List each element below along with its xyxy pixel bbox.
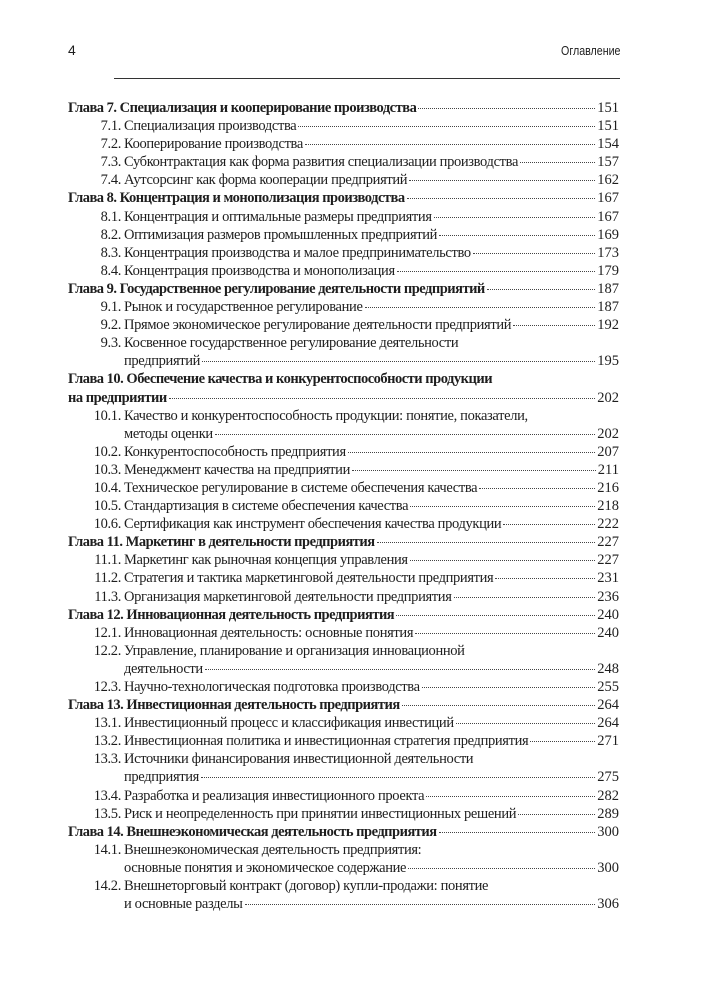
entry-title-continuation: предприятий: [124, 353, 201, 370]
entry-title: Глава 11. Маркетинг в деятельности предприятия: [68, 534, 375, 551]
section-number: 12.2.: [93, 642, 121, 659]
entry-title: Оптимизация размеров промышленных предприятий: [124, 226, 438, 243]
toc-entry-continuation[interactable]: [68, 389, 619, 407]
section-number: 10.5.: [93, 498, 121, 515]
running-title: Оглавление: [560, 43, 620, 58]
section-number: 11.2.: [94, 570, 121, 587]
toc-section-entry[interactable]: [68, 461, 619, 479]
section-number: 10.4.: [93, 479, 121, 496]
dot-leader: [215, 434, 595, 435]
toc-section-entry[interactable]: [68, 551, 619, 569]
dot-leader: [245, 904, 596, 905]
entry-title-continuation: на предприятии: [68, 389, 167, 406]
dot-leader: [418, 108, 595, 109]
entry-title: Глава 7. Специализация и кооперирование производства: [68, 100, 417, 116]
entry-page-number: 282: [597, 787, 619, 804]
toc-section-entry[interactable]: [68, 787, 619, 805]
entry-page-number: 227: [597, 552, 619, 569]
dot-leader: [402, 705, 596, 706]
entry-page-number: 167: [597, 190, 619, 207]
toc-section-entry[interactable]: [68, 407, 619, 425]
toc-section-entry[interactable]: [68, 244, 619, 262]
dot-leader: [518, 814, 595, 815]
entry-page-number: 227: [597, 534, 619, 551]
entry-page-number: 207: [597, 443, 619, 460]
dot-leader: [426, 796, 595, 797]
dot-leader: [487, 289, 595, 290]
entry-title: Концентрация и оптимальные размеры предприятия: [124, 208, 432, 225]
entry-page-number: 222: [597, 516, 619, 533]
entry-title: Концентрация производства и монополизация: [124, 262, 395, 279]
entry-title: Рынок и государственное регулирование: [124, 299, 363, 316]
section-number: 10.2.: [93, 443, 121, 460]
section-number: 8.1.: [100, 208, 121, 225]
toc-section-entry[interactable]: [68, 334, 619, 352]
dot-leader: [201, 777, 595, 778]
entry-title: Техническое регулирование в системе обеспечения качества: [124, 479, 478, 496]
toc-section-entry[interactable]: [68, 642, 619, 660]
toc-section-entry[interactable]: [68, 569, 619, 587]
page-number: 4: [68, 42, 76, 58]
entry-title: Внешнеторговый контракт (договор) купли-продажи: понятие: [124, 878, 489, 895]
dot-leader: [513, 325, 595, 326]
section-number: 11.1.: [94, 552, 121, 569]
toc-section-entry[interactable]: [68, 515, 619, 533]
entry-page-number: 154: [597, 136, 619, 153]
section-number: 7.3.: [100, 154, 121, 171]
entry-title: Научно-технологическая подготовка производства: [124, 679, 420, 695]
dot-leader: [520, 162, 595, 163]
dot-leader: [377, 542, 596, 543]
section-number: 8.2.: [100, 226, 121, 243]
section-number: 14.2.: [93, 878, 121, 895]
entry-title: Конкурентоспособность предприятия: [124, 443, 346, 460]
entry-title-continuation: основные понятия и экономическое содержание: [124, 859, 407, 876]
toc-entry-continuation[interactable]: [68, 768, 619, 786]
dot-leader: [456, 723, 595, 724]
toc-entry-continuation[interactable]: [68, 895, 619, 913]
entry-title: Инвестиционная политика и инвестиционная стратегия предприятия: [124, 733, 529, 750]
entry-page-number: 187: [597, 299, 619, 316]
toc-section-entry[interactable]: [68, 732, 619, 750]
entry-page-number: 240: [597, 606, 619, 623]
entry-page-number: 195: [597, 353, 619, 370]
entry-page-number: 218: [597, 498, 619, 515]
entry-page-number: 306: [597, 896, 619, 913]
toc-section-entry[interactable]: [68, 316, 619, 334]
toc-section-entry[interactable]: [68, 135, 619, 153]
dot-leader: [422, 687, 596, 688]
entry-page-number: 255: [597, 679, 619, 695]
toc-entry-continuation[interactable]: [68, 660, 619, 678]
entry-page-number: 231: [597, 570, 619, 587]
toc-entry-continuation[interactable]: [68, 859, 619, 877]
entry-page-number: 173: [597, 244, 619, 261]
entry-page-number: 192: [597, 317, 619, 334]
toc-entry-continuation[interactable]: [68, 425, 619, 443]
entry-title: Риск и неопределенность при принятии инвестиционных решений: [124, 805, 517, 822]
dot-leader: [202, 361, 595, 362]
entry-title: Глава 9. Государственное регулирование деятельности предприятий: [68, 280, 485, 297]
dot-leader: [409, 180, 595, 181]
entry-title: Инновационная деятельность: основные понятия: [124, 624, 414, 641]
entry-title-continuation: предприятия: [124, 769, 199, 786]
dot-leader: [473, 253, 595, 254]
entry-title: Менеджмент качества на предприятии: [124, 461, 350, 478]
dot-leader: [479, 488, 595, 489]
toc-chapter-entry[interactable]: [68, 189, 619, 207]
entry-title: Инвестиционный процесс и классификация инвестиций: [124, 715, 454, 732]
entry-title: Глава 13. Инвестиционная деятельность предприятия: [68, 697, 400, 714]
dot-leader: [454, 597, 596, 598]
section-number: 12.1.: [93, 624, 121, 641]
section-number: 12.3.: [93, 679, 121, 695]
toc-chapter-entry[interactable]: [68, 533, 619, 551]
section-number: 10.3.: [93, 461, 121, 478]
entry-title: Источники финансирования инвестиционной деятельности: [124, 751, 474, 768]
section-number: 13.5.: [93, 805, 121, 822]
dot-leader: [169, 398, 596, 399]
entry-page-number: 202: [597, 389, 619, 406]
entry-title: Кооперирование производства: [124, 136, 303, 153]
entry-title-continuation: деятельности: [124, 660, 203, 677]
entry-title: Субконтрактация как форма развития специализации производства: [124, 154, 519, 171]
toc-section-entry[interactable]: [68, 153, 619, 171]
entry-page-number: 264: [597, 715, 619, 732]
entry-page-number: 157: [597, 154, 619, 171]
entry-title: Глава 12. Инновационная деятельность предприятия: [68, 606, 395, 623]
section-number: 7.2.: [100, 136, 121, 153]
entry-title: Разработка и реализация инвестиционного проекта: [124, 787, 425, 804]
entry-title: Стандартизация в системе обеспечения качества: [124, 498, 409, 515]
dot-leader: [205, 669, 595, 670]
entry-page-number: 216: [597, 479, 619, 496]
toc-section-entry[interactable]: [68, 624, 619, 642]
toc-section-entry[interactable]: [68, 588, 619, 606]
dot-leader: [503, 524, 595, 525]
toc-chapter-entry[interactable]: [68, 370, 619, 388]
toc-chapter-entry[interactable]: [68, 606, 619, 624]
toc-entry-continuation[interactable]: [68, 352, 619, 370]
toc-section-entry[interactable]: [68, 841, 619, 859]
entry-page-number: 151: [597, 100, 619, 116]
toc-section-entry[interactable]: [68, 714, 619, 732]
entry-title-continuation: методы оценки: [124, 425, 213, 442]
entry-page-number: 300: [597, 859, 619, 876]
entry-page-number: 179: [597, 262, 619, 279]
entry-title: Стратегия и тактика маркетинговой деятельности предприятия: [124, 570, 494, 587]
entry-page-number: 236: [597, 588, 619, 605]
section-number: 8.3.: [100, 244, 121, 261]
toc-section-entry[interactable]: [68, 298, 619, 316]
section-number: 10.6.: [93, 516, 121, 533]
entry-page-number: 167: [597, 208, 619, 225]
toc-section-entry[interactable]: [68, 226, 619, 244]
dot-leader: [348, 452, 595, 453]
entry-title: Организация маркетинговой деятельности предприятия: [124, 588, 452, 605]
dot-leader: [495, 578, 595, 579]
dot-leader: [397, 271, 595, 272]
entry-title: Концентрация производства и малое предпринимательство: [124, 244, 471, 261]
section-number: 13.1.: [93, 715, 121, 732]
entry-title: Косвенное государственное регулирование деятельности: [124, 335, 459, 352]
dot-leader: [439, 235, 595, 236]
toc-chapter-entry[interactable]: [68, 696, 619, 714]
entry-title: Качество и конкурентоспособность продукции: понятие, показатели,: [124, 407, 528, 424]
entry-page-number: 169: [597, 226, 619, 243]
dot-leader: [305, 144, 595, 145]
entry-title: Прямое экономическое регулирование деятельности предприятий: [124, 317, 512, 334]
dot-leader: [365, 307, 596, 308]
toc-chapter-entry[interactable]: [68, 99, 619, 117]
section-number: 14.1.: [93, 841, 121, 858]
entry-page-number: 211: [597, 461, 619, 478]
entry-title: Глава 8. Концентрация и монополизация производства: [68, 190, 405, 207]
toc-section-entry[interactable]: [68, 479, 619, 497]
header-rule: [114, 78, 620, 79]
dot-leader: [410, 560, 596, 561]
entry-page-number: 202: [597, 425, 619, 442]
entry-page-number: 300: [597, 823, 619, 840]
entry-page-number: 275: [597, 769, 619, 786]
dot-leader: [410, 506, 595, 507]
entry-page-number: 151: [597, 118, 619, 135]
dot-leader: [439, 832, 596, 833]
entry-page-number: 271: [597, 733, 619, 750]
section-number: 7.1.: [100, 118, 121, 135]
toc-chapter-entry[interactable]: [68, 823, 619, 841]
entry-title: Специализация производства: [124, 118, 297, 135]
section-number: 9.3.: [100, 335, 121, 352]
entry-page-number: 240: [597, 624, 619, 641]
table-of-contents: [68, 99, 619, 913]
dot-leader: [530, 741, 595, 742]
dot-leader: [408, 868, 595, 869]
toc-section-entry[interactable]: [68, 262, 619, 280]
toc-section-entry[interactable]: [68, 497, 619, 515]
section-number: 13.3.: [93, 751, 121, 768]
dot-leader: [352, 470, 596, 471]
section-number: 8.4.: [100, 262, 121, 279]
dot-leader: [434, 217, 596, 218]
section-number: 13.2.: [93, 733, 121, 750]
section-number: 11.3.: [94, 588, 121, 605]
entry-title-continuation: и основные разделы: [124, 896, 243, 913]
entry-page-number: 162: [597, 172, 619, 189]
entry-title: Глава 14. Внешнеэкономическая деятельность предприятия: [68, 823, 437, 840]
section-number: 10.1.: [93, 407, 121, 424]
toc-section-entry[interactable]: [68, 443, 619, 461]
toc-section-entry[interactable]: [68, 678, 619, 696]
entry-title: Маркетинг как рыночная концепция управления: [124, 552, 408, 569]
entry-title: Аутсорсинг как форма кооперации предприятий: [124, 172, 408, 189]
toc-section-entry[interactable]: [68, 208, 619, 226]
entry-title: Сертификация как инструмент обеспечения качества продукции: [124, 516, 502, 533]
toc-section-entry[interactable]: [68, 877, 619, 895]
dot-leader: [407, 198, 596, 199]
section-number: 13.4.: [93, 787, 121, 804]
toc-section-entry[interactable]: [68, 117, 619, 135]
entry-title: Внешнеэкономическая деятельность предприятия:: [124, 841, 422, 858]
toc-section-entry[interactable]: [68, 805, 619, 823]
toc-section-entry[interactable]: [68, 171, 619, 189]
entry-page-number: 187: [597, 280, 619, 297]
dot-leader: [396, 615, 595, 616]
section-number: 7.4.: [100, 172, 121, 189]
section-number: 9.2.: [100, 317, 121, 334]
dot-leader: [415, 633, 595, 634]
dot-leader: [298, 126, 595, 127]
entry-title: Управление, планирование и организация инновационной: [124, 642, 465, 659]
entry-page-number: 264: [597, 697, 619, 714]
toc-chapter-entry[interactable]: [68, 280, 619, 298]
toc-section-entry[interactable]: [68, 750, 619, 768]
entry-page-number: 248: [597, 660, 619, 677]
entry-page-number: 289: [597, 805, 619, 822]
section-number: 9.1.: [100, 299, 121, 316]
entry-title: Глава 10. Обеспечение качества и конкурентоспособности продукции: [68, 371, 493, 388]
